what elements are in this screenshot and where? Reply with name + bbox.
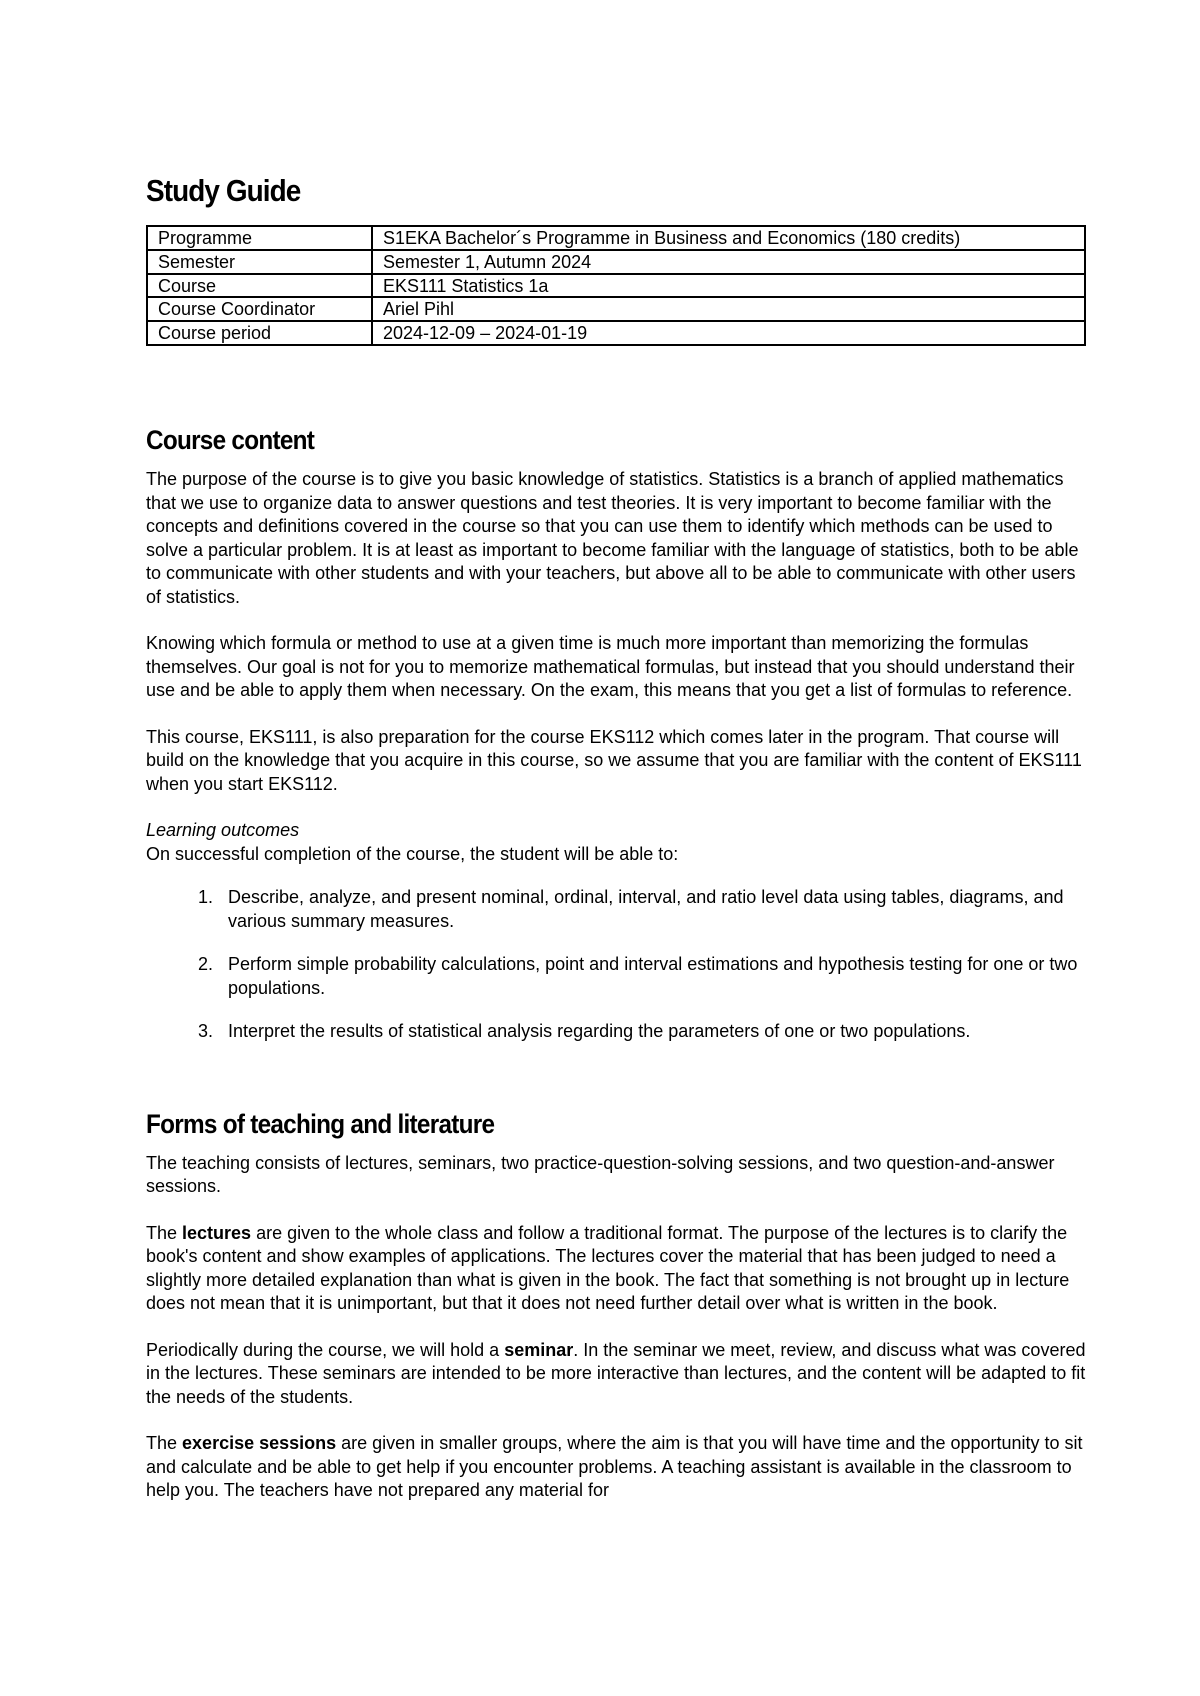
bold-term: lectures [182,1222,252,1243]
list-item: 2. Perform simple probability calculations, point and interval estimations and hypothesis testing for one or two populations. [218,953,1086,1000]
paragraph [146,1339,1086,1410]
table-value: Ariel Pihl [372,297,1085,321]
table-value: 2024-12-09 – 2024-01-19 [372,321,1085,345]
text-run: . In the seminar we meet, review, and discuss what was covered in the lectures. These seminars are intended to be more interactive than lectures, and the content will be adapted to fit the needs of the students. [146,1339,1086,1407]
table-row [147,297,1085,321]
learning-outcomes-intro: On successful completion of the course, the student will be able to: [146,843,679,864]
learning-outcomes-list [146,886,1086,1044]
page-title: Study Guide [146,173,301,208]
paragraph: This course, EKS111, is also preparation for the course EKS112 which comes later in the program. That course will build on the knowledge that you acquire in this course, so we assume that you are familiar with the content of EKS111 when you start EKS112. [146,726,1082,794]
text-run: are given to the whole class and follow a traditional format. The purpose of the lectures is to clarify the book's content and show examples of applications. The lectures cover the material that has been judged to need a slightly more detailed explanation than what is given in the book. The fact that something is not brought up in lecture does not mean that it is unimportant, but that it does not need further detail over what is written in the book. [146,1222,1070,1314]
paragraph: The purpose of the course is to give you basic knowledge of statistics. Statistics is a branch of applied mathematics that we use to organize data to answer questions and test theories. It is very important to become familiar with the concepts and definitions covered in the course so that you can use them to identify which methods can be used to solve a particular problem. It is at least as important to become familiar with the language of statistics, both to be able to communicate with other students and with your teachers, but above all to be able to communicate with other users of statistics. [146,469,1079,607]
section-heading: Forms of teaching and literature [146,1108,495,1139]
list-item: 3. Interpret the results of statistical analysis regarding the parameters of one or two populations. [218,1020,1086,1044]
table-key: Programme [147,226,372,250]
text-run: Periodically during the course, we will hold a [146,1339,505,1360]
paragraph [146,1432,1086,1503]
table-key: Course period [147,321,372,345]
course-info-table [146,225,1086,345]
paragraph: The teaching consists of lectures, seminars, two practice-question-solving sessions, and two question-and-answer sessions. [146,1152,1055,1197]
text-run: The [146,1433,183,1454]
document-page [146,172,1086,1526]
table-key: Course Coordinator [147,297,372,321]
list-item: 1. Describe, analyze, and present nominal, ordinal, interval, and ratio level data using tables, diagrams, and various summary measures. [218,886,1086,933]
table-row [147,274,1085,298]
table-row [147,226,1085,250]
paragraph [146,1222,1086,1316]
teaching-section [146,1108,1086,1503]
table-value: EKS111 Statistics 1a [372,274,1085,298]
table-key: Semester [147,250,372,274]
section-heading: Course content [146,424,315,455]
table-value: S1EKA Bachelor´s Programme in Business and Economics (180 credits) [372,226,1085,250]
text-run: The [146,1222,183,1243]
bold-term: seminar [504,1339,574,1360]
learning-outcomes-heading: Learning outcomes [146,820,300,841]
table-key: Course [147,274,372,298]
table-row [147,321,1085,345]
table-row [147,250,1085,274]
table-value: Semester 1, Autumn 2024 [372,250,1085,274]
bold-term: exercise sessions [182,1433,337,1454]
text-run: are given in smaller groups, where the aim is that you will have time and the opportunity to sit and calculate and be able to get help if you encounter problems. A teaching assistant is available in the classroom to help you. The teachers have not prepared any material for [146,1433,1083,1501]
paragraph: Knowing which formula or method to use at a given time is much more important than memorizing the formulas themselves. Our goal is not for you to memorize mathematical formulas, but instead that you should understand their use and be able to apply them when necessary. On the exam, this means that you get a list of formulas to reference. [146,633,1075,701]
course-content-section [146,424,1086,1044]
